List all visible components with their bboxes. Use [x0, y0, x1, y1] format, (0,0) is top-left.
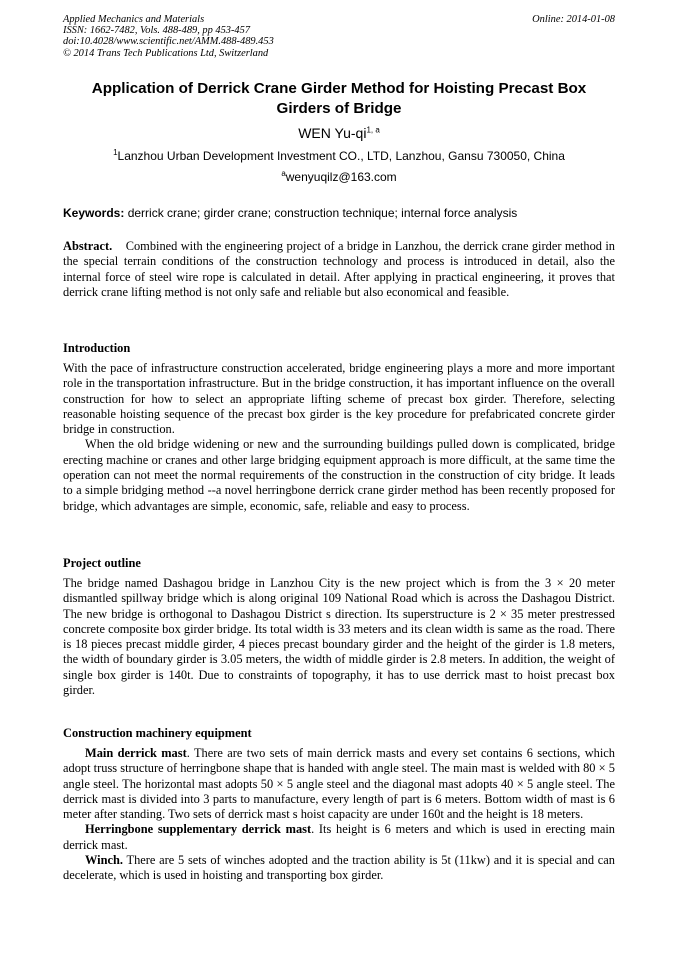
email-address[interactable]: wenyuqilz@163.com [285, 170, 397, 184]
supplementary-mast-paragraph [63, 822, 615, 853]
journal-header [63, 14, 615, 59]
abstract-label: Abstract. [63, 239, 113, 253]
project-outline-paragraph: The bridge named Dashagou bridge in Lanzhou City is the new project which is from the 3 × 20 meter dismantled spillway bridge which is along original 109 National Road which is across the Dashagou District. The new bridge is orthogonal to Dashagou District s direction. Its superstructure is 2 × 35 meter prestressed concrete composite box girder bridge. Its total width is 33 meters and its clean width is same as the road. There is 18 pieces precast middle girder, 4 pieces precast boundary girder and the height of the girder is 1.8 meters, the width of boundary girder is 3.05 meters, the width of middle girder is 2.8 meters. In addition, the weight of single box girder is 140t. Due to constraints of topography, it has to use derrick mast to hoist precast box girder. [63, 576, 615, 698]
email-line [63, 170, 615, 185]
journal-name: Applied Mechanics and Materials [63, 14, 205, 25]
keywords [63, 206, 615, 221]
affiliation [63, 149, 615, 164]
introduction-paragraph-1: With the pace of infrastructure construction accelerated, bridge engineering plays a more and more important role in the transportation infrastructure. But in the bridge construction, it has important influence on the overall construction for how to select an appropriate lifting scheme of precast box girder. Therefore, selecting reasonable hoisting sequence of the precast box girder is the key procedure for prefabricated concrete girder bridge in construction. [63, 361, 615, 437]
copyright-line: © 2014 Trans Tech Publications Ltd, Switzerland [63, 47, 269, 59]
machinery-heading: Construction machinery equipment [63, 726, 252, 740]
issn-line: ISSN: 1662-7482, Vols. 488-489, pp 453-457 [63, 25, 251, 37]
introduction-body [63, 361, 615, 514]
author-name: WEN Yu-qi [298, 125, 367, 141]
supplementary-mast-text: . Its height is 6 meters and which is used in erecting main derrick mast. [63, 822, 615, 852]
main-derrick-mast-text: . There are two sets of main derrick masts and every set contains 6 sections, which adopt truss structure of herringbone shape that is handed with angle steel. The main mast is welded with 80 × 5 angle steel. The horizontal mast adopts 50 × 5 angle steel and the diagonal mast adopts 40 × 5 angle steel. The derrick mast is divided into 3 parts to manufacture, every length of part is 6 meters. Bottom width of mast is 6 meter after standing. Two sets of derrick mast s hoist capacity are under 160t and the height is 18 meters. [63, 746, 615, 822]
online-date: Online: 2014-01-08 [532, 14, 615, 25]
author-line [63, 124, 615, 142]
project-outline-body [63, 576, 615, 698]
abstract-text: Combined with the engineering project of a bridge in Lanzhou, the derrick crane girder method in the special terrain conditions of the construction technology and process is introduced in detail, also the internal force of steel wire rope is calculated in detail. After applying in practical engineering, it proves that derrick crane lifting method is not only safe and reliable but also economical and feasible. [63, 239, 615, 299]
paper-title: Application of Derrick Crane Girder Method for Hoisting Precast Box Girders of Bridge [91, 80, 587, 117]
author-superscript: 1, a [366, 125, 380, 135]
keywords-text: derrick crane; girder crane; construction technique; internal force analysis [127, 206, 518, 220]
doi-line: doi:10.4028/www.scientific.net/AMM.488-489.453 [63, 36, 274, 48]
abstract [63, 239, 615, 300]
introduction-heading: Introduction [63, 341, 131, 355]
project-outline-heading: Project outline [63, 556, 141, 570]
affiliation-superscript: 1 [113, 148, 118, 157]
winch-text: There are 5 sets of winches adopted and the traction ability is 5t (11kw) and it is special and can decelerate, which is used in hoisting and transporting box girder. [63, 853, 615, 883]
machinery-body [63, 746, 615, 884]
winch-paragraph [63, 853, 615, 884]
main-derrick-mast-paragraph [63, 746, 615, 822]
email-superscript: a [281, 169, 286, 178]
main-derrick-mast-label: Main derrick mast [85, 746, 187, 760]
affiliation-text: Lanzhou Urban Development Investment CO., LTD, Lanzhou, Gansu 730050, China [117, 149, 565, 163]
keywords-label: Keywords: [63, 206, 125, 220]
winch-label: Winch. [85, 853, 123, 868]
introduction-paragraph-2: When the old bridge widening or new and the surrounding buildings pulled down is complicated, bridge erecting machine or cranes and other large bridging equipment approach is more difficult, at the same time the operation can not meet the normal requirements of the construction in the construction of city bridge. It leads to a simple bridging method --a novel herringbone derrick crane girder method has been recently proposed for bridge, which advantages are simple, economic, safe, reliable and easy to process. [63, 437, 615, 513]
supplementary-mast-label: Herringbone supplementary derrick mast [85, 822, 312, 837]
